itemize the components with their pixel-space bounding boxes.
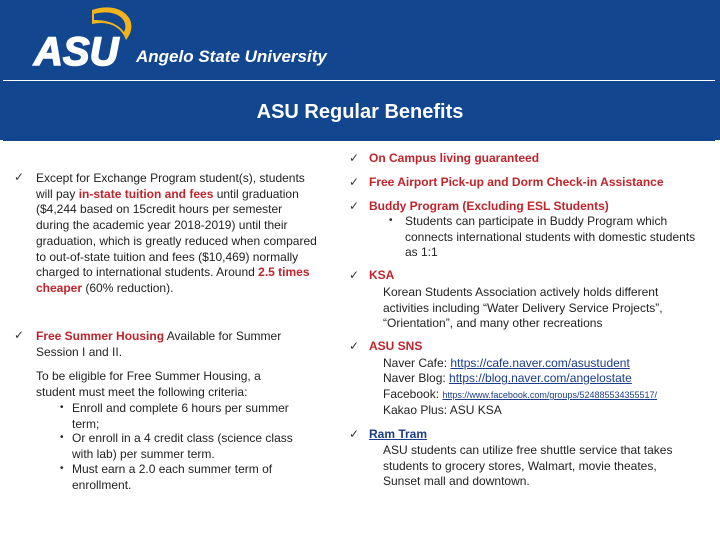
tuition-highlight: in-state tuition and fees [78,186,214,201]
kakao-line: Kakao Plus: ASU KSA [383,403,502,417]
ksa-title: KSA [369,268,395,282]
housing-text: Available for Summer Session I and II. [36,329,282,359]
naver-cafe-line [383,356,713,372]
bullet-icon: • [60,432,64,443]
criteria-item: Must earn a 2.0 each summer term of enrollment. [72,462,273,492]
naver-blog-line [383,371,713,387]
cafe-link[interactable]: https://cafe.naver.com/asustudent [450,356,630,370]
facebook-link[interactable]: https://www.facebook.com/groups/524885534355517/ [442,390,658,400]
blog-label: Naver Blog: [383,371,450,385]
sns-title: ASU SNS [369,339,423,353]
university-name: Angelo State University [136,47,327,66]
ksa-item [369,268,394,284]
on-campus-text: On Campus living guaranteed [369,151,540,165]
criteria-item: Or enroll in a 4 credit class (science class with lab) per summer term. [72,431,293,461]
asu-logo [30,2,140,72]
criteria-item: Enroll and complete 6 hours per summer term; [72,401,289,431]
tuition-paragraph [36,171,318,297]
buddy-description: Students can participate in Buddy Program which connects international students with domestic students as 1:1 [405,214,696,260]
housing-paragraph [36,329,312,360]
bullet-icon: • [60,402,64,413]
ram-tram-item [369,427,427,443]
ram-tram-link[interactable]: Ram Tram [369,427,428,441]
logo-text: ASU [34,30,119,72]
checkmark-icon: ✓ [349,268,360,282]
airport-item [369,175,664,191]
bullet-icon: • [389,215,393,226]
ram-tram-description: ASU students can utilize free shuttle service that takes students to grocery stores, Walmart, movie theates, Sunset mall and downtown. [383,443,673,489]
checkmark-icon: ✓ [349,339,360,353]
criteria-intro: To be eligible for Free Summer Housing, a student must meet the following criteria: [36,369,261,399]
facebook-line [383,387,713,404]
sns-item [369,339,422,355]
checkmark-icon: ✓ [349,151,360,165]
on-campus-item [369,151,539,167]
housing-title: Free Summer Housing [36,329,165,343]
page-title: ASU Regular Benefits [256,101,464,123]
tuition-text-3: (60% reduction). [82,280,174,295]
cafe-label: Naver Cafe: [383,356,451,370]
checkmark-icon: ✓ [14,328,25,342]
buddy-title: Buddy Program (Excluding ESL Students) [369,199,609,213]
bullet-icon: • [60,463,64,474]
ksa-description: Korean Students Association actively holds different activities including “Water Delivery Service Projects”, “Orientation”, and many other recreations [383,285,663,331]
checkmark-icon: ✓ [349,199,360,213]
facebook-label: Facebook: [383,387,443,401]
blog-link[interactable]: https://blog.naver.com/angelostate [449,371,632,385]
tuition-text-2: until graduation ($4,244 based on 15credit hours per semester during the academic year 2018-2019) until their graduation, which is greatly reduced when compared to out-of-state tuition and fees ($10,469) normally charged to international students. Around [36,186,317,280]
buddy-item [369,199,609,215]
checkmark-icon: ✓ [349,175,360,189]
tuition-text-1: Except for Exchange Program student(s), students will pay [36,171,305,201]
airport-text: Free Airport Pick-up and Dorm Check-in Assistance [369,175,664,189]
cheaper-highlight: 2.5 times cheaper [36,265,310,295]
checkmark-icon: ✓ [349,427,360,441]
checkmark-icon: ✓ [14,170,25,184]
